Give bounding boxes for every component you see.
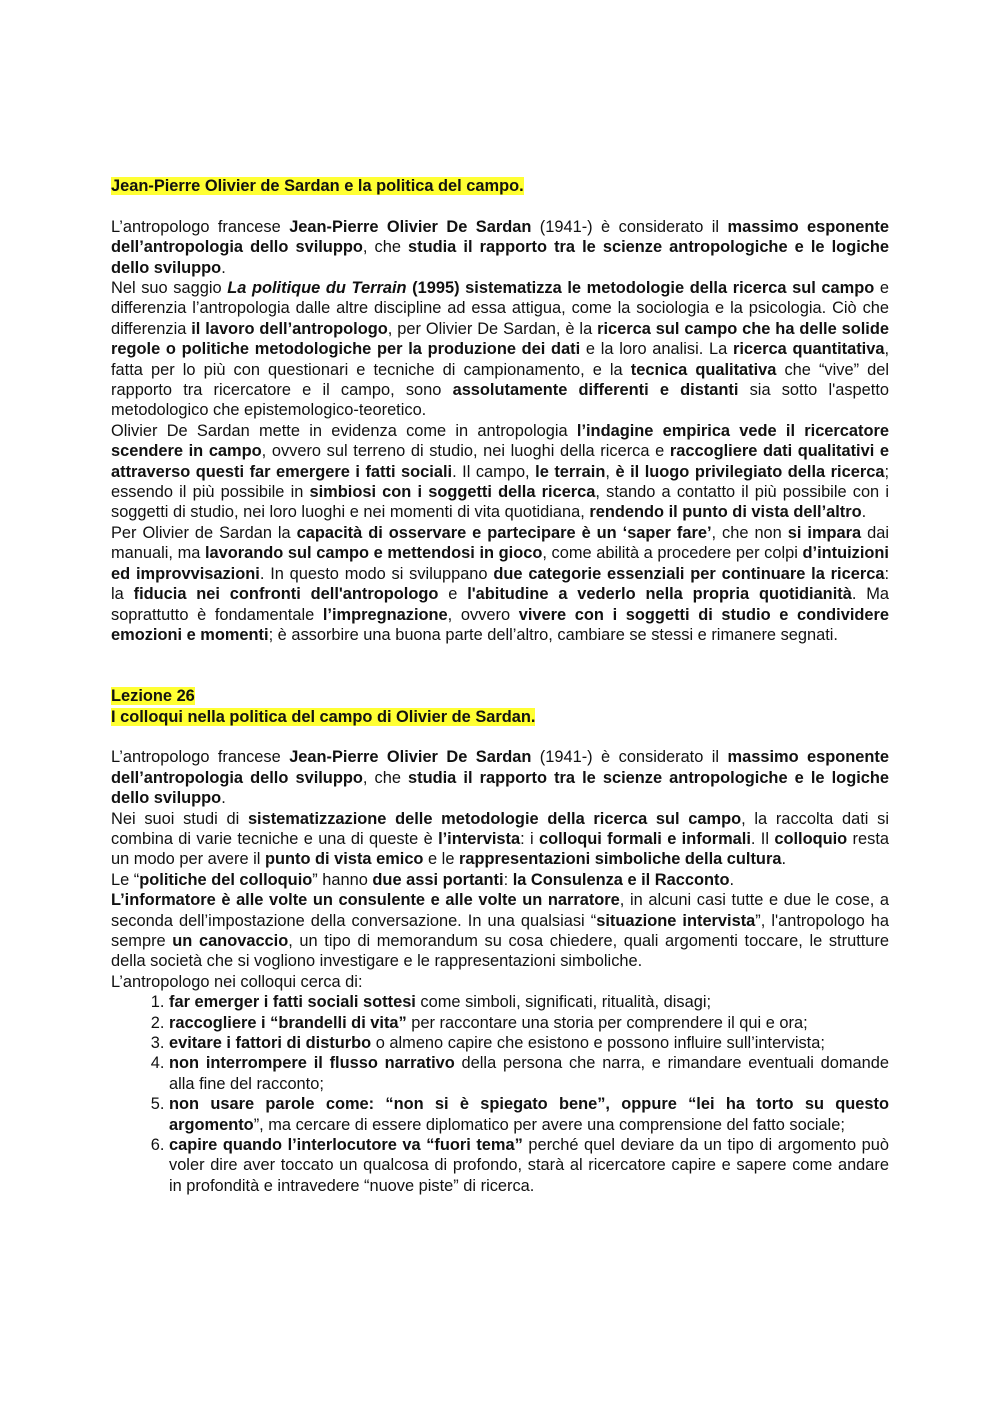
bold-text: la Consulenza e il Racconto (512, 870, 730, 889)
text: ”, ma cercare di essere diplomatico per avere una comprensione del fatto sociale; (253, 1115, 845, 1134)
bold-text: colloqui formali e informali (539, 829, 751, 848)
bold-text: d’intuizioni ed improvvisazioni (111, 544, 889, 583)
bold-text: l’indagine empirica vede il ricercatore scendere in campo (111, 421, 889, 461)
bold-text: fiducia nei confronti dell'antropologo (133, 585, 439, 604)
text: , (605, 462, 616, 481)
bold-text: si impara (787, 523, 862, 542)
bold-text: lavorando sul campo e mettendosi in gioco (204, 544, 543, 563)
bold-text: rappresentazioni simboliche della cultura (459, 850, 782, 869)
text: che “vive” del rapporto tra ricercatore e il campo, sono (111, 360, 889, 400)
bold-text: far emerger i fatti sociali sottesi (169, 993, 416, 1012)
text: , ovvero (447, 605, 519, 624)
section1-heading (111, 176, 889, 196)
text: perché quel deviare da un tipo di argomento può voler dire aver toccato un qualcosa di profondo, starà al ricercatore capire e sapere come andare in profondità e intravedere “nuove piste” di ricerca. (169, 1136, 889, 1195)
list-item (169, 1094, 889, 1135)
paragraph (111, 809, 889, 870)
section2-lesson-heading (111, 686, 889, 706)
text: , fatta per lo più con questionari e tecniche di campionamento, e la (111, 340, 890, 379)
text: L’antropologo francese (111, 748, 290, 767)
text: come simboli, significati, ritualità, disagi; (415, 993, 712, 1012)
bold-text: studia il rapporto tra le scienze antropologiche e le logiche dello sviluppo (111, 768, 889, 808)
bold-text: le terrain (535, 462, 606, 481)
text: , la raccolta dati si combina di varie tecniche e una di queste è (111, 809, 889, 848)
bold-text: due categorie essenziali per continuare la ricerca (493, 564, 885, 583)
text: L’antropologo francese (111, 217, 290, 236)
text: : la (111, 564, 890, 604)
text: , ovvero sul terreno di studio, nei luoghi della ricerca e (261, 442, 670, 461)
text: , per Olivier De Sardan, è la (387, 319, 598, 338)
bold-text: simbiosi con i soggetti della ricerca (309, 483, 596, 502)
text: Olivier De Sardan mette in evidenza come in antropologia (111, 421, 577, 440)
text: della persona che narra, e rimandare eventuali domande alla fine del racconto; (169, 1054, 889, 1093)
bold-text: l'abitudine a vederlo nella propria quotidianità (467, 585, 852, 604)
text: ” hanno (312, 870, 373, 889)
paragraph (111, 217, 889, 278)
bold-text: ricerca quantitativa (732, 340, 885, 359)
bold-text: raccogliere i “brandelli di vita” (169, 1013, 407, 1032)
document-page (111, 176, 889, 1196)
bold-text: non interrompere il flusso narrativo (169, 1054, 455, 1073)
bold-text: due assi portanti (372, 870, 504, 889)
bold-text: l’intervista (438, 829, 521, 848)
section2-body (111, 747, 889, 992)
paragraph (111, 972, 889, 992)
text: (1941-) è considerato il (531, 217, 728, 236)
text: per raccontare una storia per comprendere il qui e ora; (406, 1013, 808, 1032)
lesson-number: Lezione 26 (111, 687, 195, 706)
bold-text: L’informatore è alle volte un consulente e alle volte un narratore (111, 891, 620, 910)
bold-text: sistematizzazione delle metodologie della ricerca sul campo (247, 809, 742, 828)
list-item (169, 1053, 889, 1094)
section2-heading (111, 707, 889, 727)
text: e (438, 585, 468, 604)
bold-text: Jean-Pierre Olivier De Sardan (289, 748, 532, 767)
text: , che (362, 238, 409, 257)
paragraph (111, 278, 889, 421)
bold-text: colloquio (774, 829, 848, 848)
text: . Ma soprattutto è fondamentale (111, 585, 889, 624)
text: . Il (750, 829, 775, 848)
bold-text: il lavoro dell’antropologo (191, 319, 388, 338)
list-item (169, 992, 889, 1012)
bold-text: vivere con i soggetti di studio e condividere emozioni e momenti (111, 605, 890, 644)
bold-text: capacità di osservare e partecipare è un ‘saper fare’ (296, 523, 712, 542)
text: Le “ (111, 870, 140, 889)
bold-text: evitare i fattori di disturbo (169, 1034, 372, 1053)
bold-text: massimo esponente dell’antropologia dello sviluppo (111, 217, 890, 257)
list-item (169, 1013, 889, 1033)
bold-text: studia il rapporto tra le scienze antropologiche e le logiche dello sviluppo (111, 238, 889, 277)
text: e le (423, 850, 459, 869)
text: sia sotto l'aspetto metodologico che epistemologico-teoretico. (111, 381, 889, 420)
text: . In questo modo si sviluppano (259, 564, 494, 583)
bold-text: rendendo il punto di vista dell’altro (589, 503, 862, 522)
text: : i (520, 829, 539, 848)
text: . (221, 789, 226, 808)
text: Nel suo saggio (111, 279, 228, 298)
text: , un tipo di memorandum su cosa chiedere, quali argomenti toccare, le strutture della società che si vogliono investigare e le rappresentazioni simboliche. (111, 931, 889, 971)
paragraph (111, 747, 889, 808)
section1-body (111, 217, 889, 646)
bold-text: politiche del colloquio (139, 870, 313, 889)
text: ; è assorbire una buona parte dell’altro, cambiare se stessi e rimanere segnati. (268, 625, 838, 644)
text: . (729, 870, 735, 889)
text: , che (362, 768, 409, 787)
bold-text: ricerca sul campo che ha delle solide regole o politiche metodologiche per la produzione dei dati (111, 319, 889, 359)
text: resta un modo per avere il (111, 829, 890, 869)
bold-text: massimo esponente dell’antropologia dello sviluppo (111, 748, 890, 787)
bold-text: un canovaccio (172, 931, 289, 950)
colloqui-goals-list (111, 992, 889, 1196)
list-item (169, 1033, 889, 1053)
paragraph (111, 870, 889, 890)
text: . (221, 258, 226, 277)
bold-text: La politique du Terrain (227, 279, 407, 298)
text: . (781, 850, 786, 869)
text: o almeno capire che esistono e possono influire sull’intervista; (371, 1034, 825, 1053)
section2-title: I colloqui nella politica del campo di Olivier de Sardan. (111, 707, 536, 726)
text: , che non (711, 523, 788, 542)
bold-text: situazione intervista (596, 911, 756, 930)
paragraph (111, 421, 889, 523)
bold-text: non usare parole come: “non si è spiegato bene”, oppure “lei ha torto su questo argomento (169, 1095, 889, 1134)
text: Per Olivier de Sardan la (111, 523, 297, 542)
text: Nei suoi studi di (111, 809, 248, 828)
bold-text: Jean-Pierre Olivier De Sardan (289, 217, 532, 236)
section1-title: Jean-Pierre Olivier de Sardan e la politica del campo. (111, 177, 524, 195)
bold-text: assolutamente differenti e distanti (452, 381, 739, 400)
bold-text: tecnica qualitativa (630, 360, 777, 379)
text: , in alcuni casi tutte e due le cose, a seconda dell’impostazione della conversazione. In una qualsiasi “ (111, 891, 889, 930)
text: e la loro analisi. La (580, 340, 733, 359)
bold-text: è il luogo privilegiato della ricerca (615, 462, 885, 481)
text: . Il campo, (452, 462, 536, 481)
text: : (503, 870, 513, 889)
text: ”, l'antropologo ha sempre (111, 911, 889, 950)
text: , come abilità a procedere per colpi (542, 544, 803, 563)
list-item (169, 1135, 889, 1196)
paragraph (111, 523, 889, 645)
paragraph (111, 890, 889, 972)
text: . (861, 503, 867, 522)
text: dai manuali, ma (111, 523, 889, 563)
bold-text: l’impregnazione (322, 605, 448, 624)
text: e differenzia l’antropologia dalle altre discipline ad essa attigua, come la sociologia e la psicologia. Ciò che differenzia (111, 279, 889, 338)
text: , stando a contatto il più possibile con i soggetti di studio, nei loro luoghi e nei momenti di vita quotidiana, (111, 483, 889, 522)
bold-text: raccogliere dati qualitativi e attraverso questi far emergere i fatti sociali (111, 442, 890, 481)
text: ; essendo il più possibile in (111, 462, 890, 502)
bold-text: (1995) sistematizza le metodologie della ricerca sul campo (406, 279, 875, 298)
text: (1941-) è considerato il (531, 748, 728, 767)
bold-text: punto di vista emico (264, 850, 424, 869)
bold-text: capire quando l’interlocutore va “fuori tema” (169, 1136, 523, 1155)
text: L’antropologo nei colloqui cerca di: (111, 972, 363, 991)
